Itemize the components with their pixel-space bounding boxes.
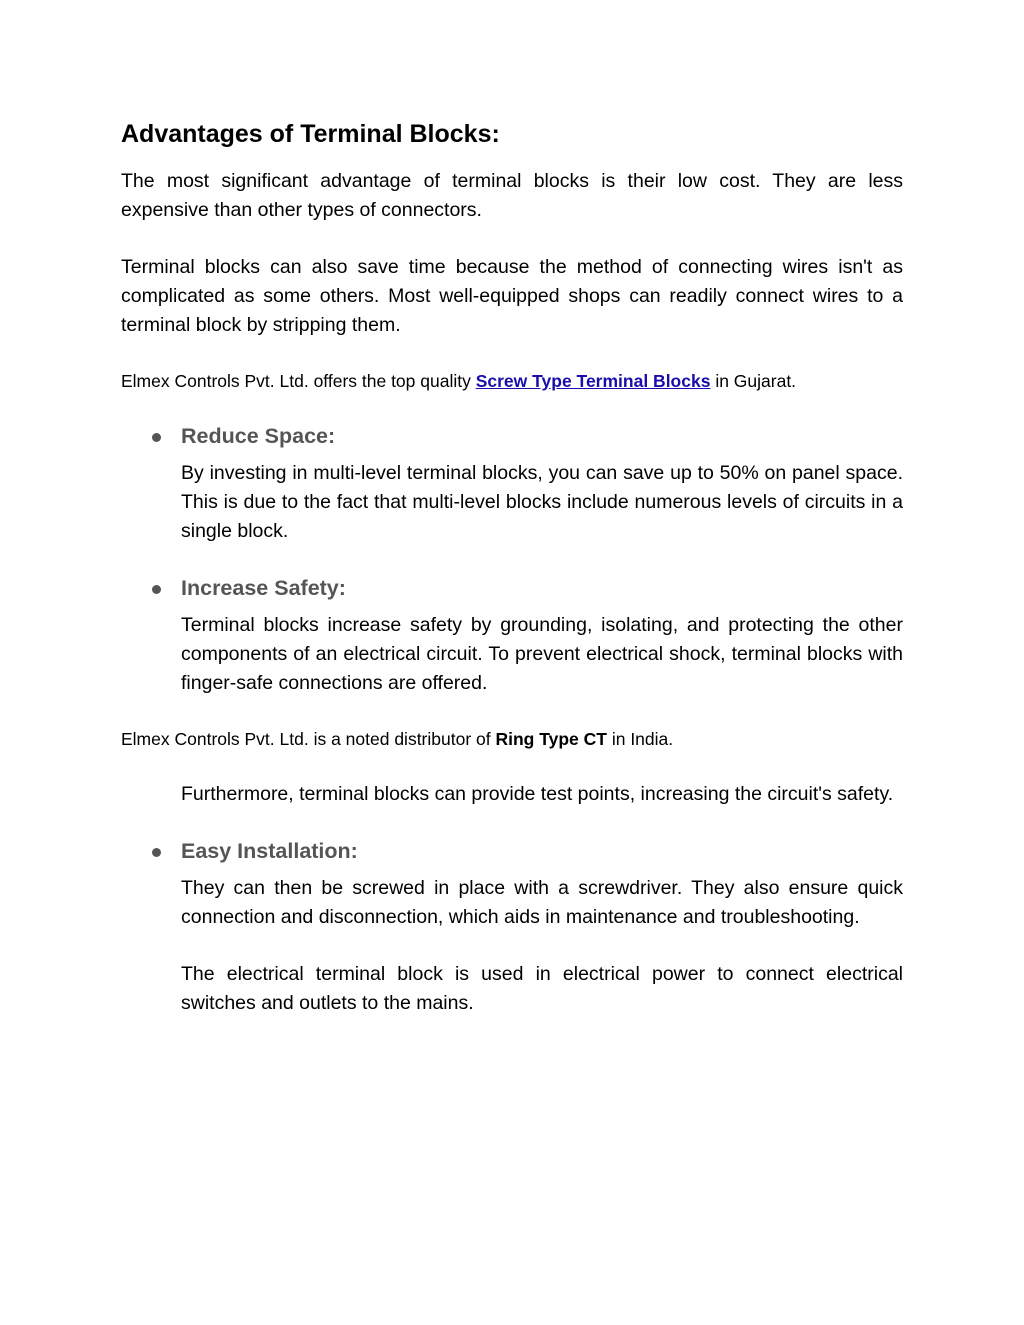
section-body-easy-installation: They can then be screwed in place with a screwdriver. They also ensure quick connection and disconnection, which aids in maintenance and troubleshooting. [181, 877, 903, 928]
ring-type-ct-emphasis: Ring Type CT [495, 729, 607, 749]
promo-line-ring-type-ct [121, 726, 903, 752]
section-body-reduce-space: By investing in multi-level terminal blocks, you can save up to 50% on panel space. This is due to the fact that multi-level blocks include numerous levels of circuits in a single block. [181, 462, 903, 542]
section-heading-easy-installation [121, 836, 903, 866]
page-title: Advantages of Terminal Blocks: [121, 120, 500, 148]
furthermore-paragraph: Furthermore, terminal blocks can provide test points, increasing the circuit's safety. [181, 783, 894, 805]
bullet-icon [152, 848, 161, 857]
section-body-terminal-mains: The electrical terminal block is used in electrical power to connect electrical switches and outlets to the mains. [181, 963, 903, 1014]
section-heading-label: Reduce Space: [181, 424, 336, 448]
section-heading-reduce-space [121, 421, 903, 451]
promo-prefix: Elmex Controls Pvt. Ltd. offers the top quality [121, 371, 476, 391]
section-heading-label: Increase Safety: [181, 576, 346, 600]
intro-paragraph-cost: The most significant advantage of terminal blocks is their low cost. They are less expensive than other types of connectors. [121, 170, 903, 221]
intro-paragraph-time: Terminal blocks can also save time because the method of connecting wires isn't as complicated as some others. Most well-equipped shops can readily connect wires to a terminal block by stripping them. [121, 256, 903, 336]
bullet-icon [152, 433, 161, 442]
screw-type-terminal-blocks-link[interactable]: Screw Type Terminal Blocks [475, 371, 711, 391]
section-heading-label: Easy Installation: [181, 839, 358, 863]
section-body-increase-safety: Terminal blocks increase safety by grounding, isolating, and protecting the other components of an electrical circuit. To prevent electrical shock, terminal blocks with finger-safe connections are offered. [181, 614, 903, 694]
promo-line-screw-blocks [121, 368, 903, 394]
promo-suffix: in Gujarat. [710, 371, 797, 391]
section-heading-increase-safety [121, 573, 903, 603]
promo-prefix: Elmex Controls Pvt. Ltd. is a noted distributor of [121, 729, 496, 749]
promo-suffix: in India. [606, 729, 674, 749]
document-page [121, 117, 903, 1018]
bullet-icon [152, 585, 161, 594]
